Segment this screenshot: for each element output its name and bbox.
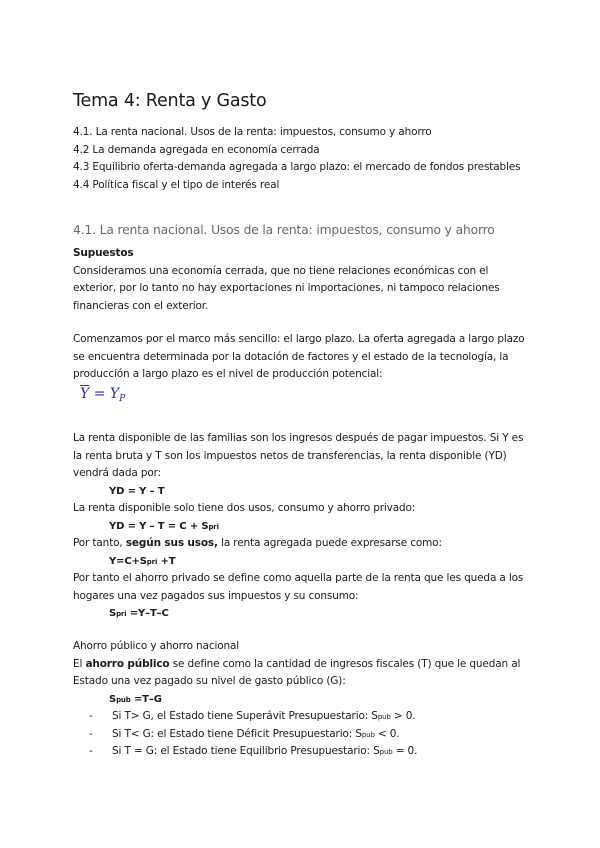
paragraph-line: la renta bruta y T son los impuestos netos de transferencias, la renta disponible (YD) [73,449,507,462]
page-title: Tema 4: Renta y Gasto [73,91,267,111]
potential-output-equation [80,386,125,404]
paragraph-line: Comenzamos por el marco más sencillo: el largo plazo. La oferta agregada a largo plazo [73,333,525,345]
paragraph-line: El ahorro público se define como la cantidad de ingresos fiscales (T) que le quedan al [73,657,521,670]
math-eq: = Y [89,386,120,402]
table-of-contents [73,124,520,194]
list-item: - Si T = G: el Estado tiene Equilibrio Presupuestario: Spub = 0. [89,745,418,757]
section-body-b [73,331,535,384]
paragraph-line: exterior, por lo tanto no hay exportaciones ni importaciones, ni tampoco relaciones [73,282,500,294]
toc-item: 4.3 Equilibrio oferta-demanda agregada a largo plazo: el mercado de fondos prestables [73,161,521,173]
math-sub: P [119,394,126,404]
toc-item: 4.4 Política fiscal y el tipo de interés real [73,178,280,191]
paragraph-line: vendrá dada por: [73,467,161,479]
section-body-d [73,638,535,761]
section-body-c [73,430,535,623]
formula-y-uses: Y=C+Spri +T [109,555,176,567]
paragraph-line: hogares una vez pagados sus impuestos y su consumo: [73,589,359,602]
list-item: - Si T< G: el Estado tiene Déficit Presupuestario: Spub < 0. [89,727,400,740]
toc-item: 4.2 La demanda agregada en economía cerrada [73,143,320,156]
subheading-ahorro: Ahorro público y ahorro nacional [73,640,240,652]
paragraph-line: Por tanto, según sus usos, la renta agregada puede expresarse como: [73,537,442,549]
paragraph-line: La renta disponible de las familias son los ingresos después de pagar impuestos. Si Y es [73,432,524,444]
paragraph-line: Por tanto el ahorro privado se define como aquella parte de la renta que les queda a los [73,572,524,584]
formula-spub: Spub =T–G [109,693,162,705]
paragraph-line: producción a largo plazo es el nivel de producción potencial: [73,368,383,380]
toc-item: 4.1. La renta nacional. Usos de la renta: impuestos, consumo y ahorro [73,126,432,138]
paragraph-line: Estado una vez pagado su nivel de gasto público (G): [73,675,346,687]
paragraph-line: se encuentra determinada por la dotación de factores y el estado de la tecnología, la [73,350,509,363]
section-heading: 4.1. La renta nacional. Usos de la renta: impuestos, consumo y ahorro [73,223,495,237]
math-y-bar: $\overline{Y}$ [80,386,90,402]
formula-spri: Spri =Y–T–C [109,608,169,619]
supuestos-label: Supuestos [73,247,134,259]
formula-yd-uses: YD = Y – T = C + Spri [109,520,219,532]
formula-yd: YD = Y – T [109,485,165,497]
section-body-a [73,245,535,315]
list-item: - Si T> G, el Estado tiene Superávit Presupuestario: Spub > 0. [89,710,416,722]
paragraph-line: financieras con el exterior. [73,299,209,312]
paragraph-line: La renta disponible solo tiene dos usos, consumo y ahorro privado: [73,502,416,514]
paragraph-line: Consideramos una economía cerrada, que no tiene relaciones económicas con el [73,264,489,277]
